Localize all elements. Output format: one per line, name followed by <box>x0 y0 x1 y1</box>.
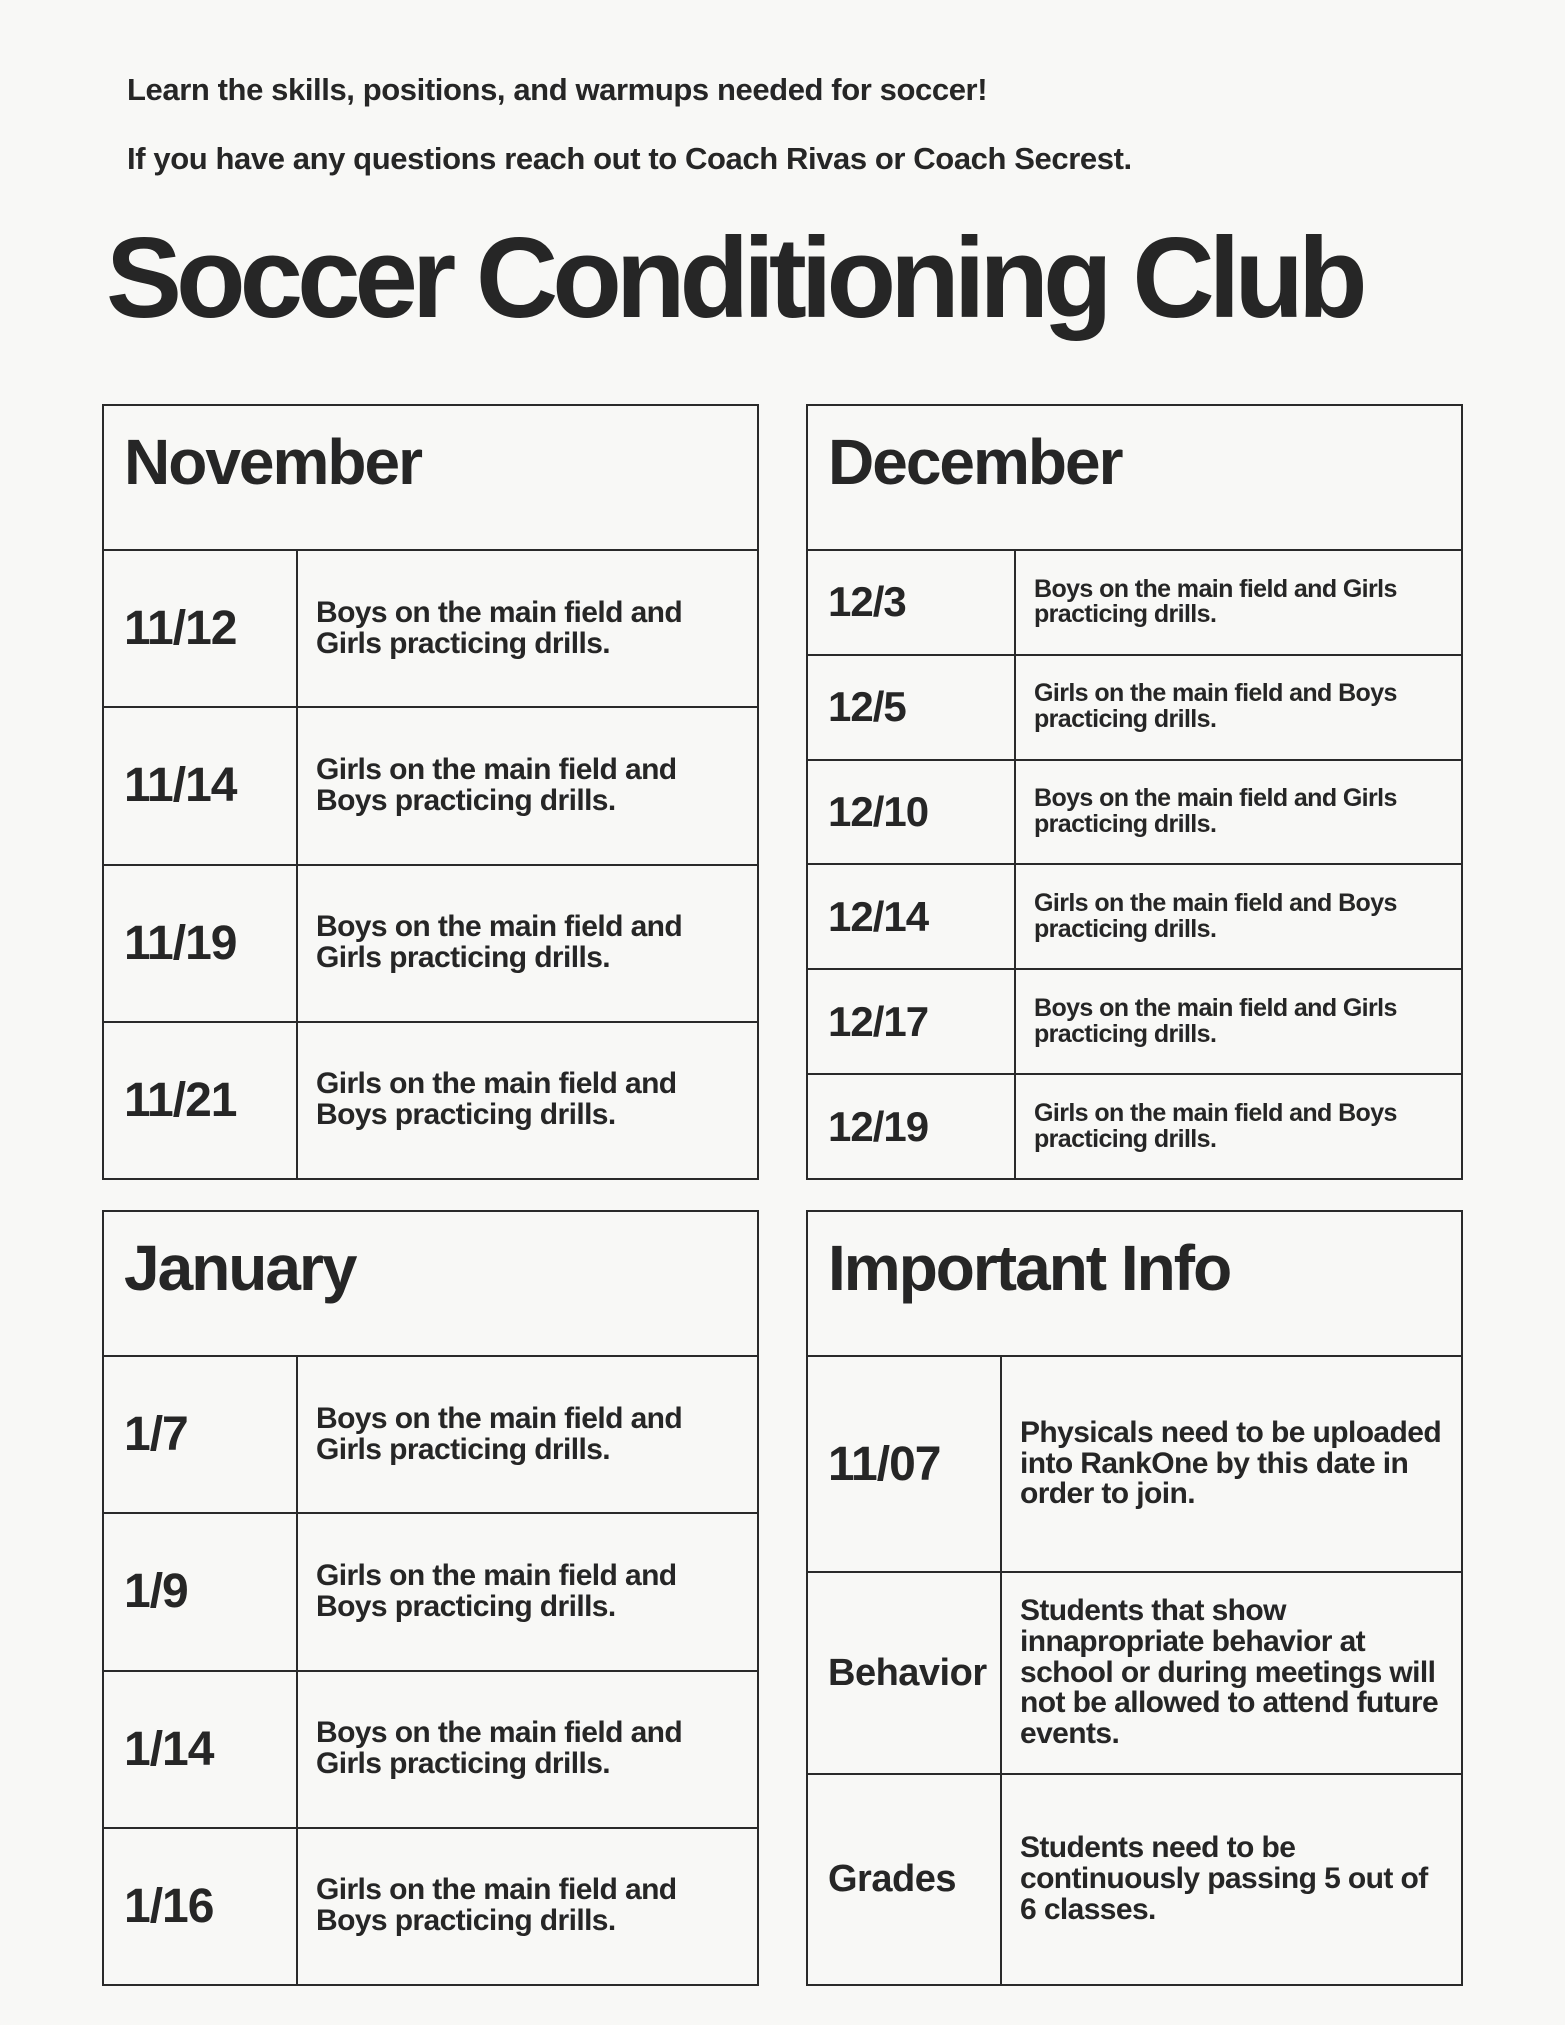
january-schedule-table <box>102 1210 759 1986</box>
table-row <box>808 970 1461 1075</box>
intro-line-1: Learn the skills, positions, and warmups needed for soccer! <box>127 72 988 107</box>
january-header <box>104 1212 757 1357</box>
month-heading: November <box>124 426 421 498</box>
november-header <box>104 406 757 551</box>
row-date: 11/19 <box>104 866 298 1021</box>
december-schedule-table <box>806 404 1463 1180</box>
table-row <box>104 1514 757 1671</box>
row-description: Boys on the main field and Girls practicing drills. <box>316 910 683 975</box>
table-row <box>808 1357 1461 1573</box>
table-row <box>808 1075 1461 1178</box>
row-date: 12/19 <box>808 1075 1016 1178</box>
month-heading: December <box>828 426 1122 498</box>
row-date: 1/7 <box>104 1357 298 1512</box>
row-date: 1/9 <box>104 1514 298 1669</box>
row-label: 11/07 <box>808 1357 1002 1571</box>
row-date: 12/3 <box>808 551 1016 654</box>
table-row <box>104 866 757 1023</box>
row-date: 12/10 <box>808 761 1016 864</box>
page-title: Soccer Conditioning Club <box>106 215 1362 342</box>
table-row <box>104 708 757 865</box>
table-row <box>104 1672 757 1829</box>
important-info-table <box>806 1210 1463 1986</box>
row-date: 12/17 <box>808 970 1016 1073</box>
table-row <box>808 865 1461 970</box>
row-description: Students that show innapropriate behavior at school or during meetings will not be allowed to attend future events. <box>1020 1593 1439 1751</box>
row-description: Boys on the main field and Girls practicing drills. <box>1034 993 1397 1048</box>
december-header <box>808 406 1461 551</box>
row-date: 1/16 <box>104 1829 298 1984</box>
intro-line-2: If you have any questions reach out to Coach Rivas or Coach Secrest. <box>127 141 1132 176</box>
row-description: Girls on the main field and Boys practicing drills. <box>1034 1098 1397 1153</box>
row-date: 12/14 <box>808 865 1016 968</box>
row-date: 11/21 <box>104 1023 298 1178</box>
row-description: Girls on the main field and Boys practicing drills. <box>1034 889 1397 943</box>
table-row <box>104 1357 757 1514</box>
row-description: Girls on the main field and Boys practicing drills. <box>316 1067 677 1132</box>
table-row <box>808 656 1461 761</box>
table-row <box>104 551 757 708</box>
section-heading: Important Info <box>828 1232 1231 1304</box>
row-date: 11/12 <box>104 551 298 706</box>
row-description: Boys on the main field and Girls practicing drills. <box>316 595 683 660</box>
row-description: Boys on the main field and Girls practicing drills. <box>1034 574 1397 629</box>
table-row <box>808 1775 1461 1984</box>
row-description: Boys on the main field and Girls practicing drills. <box>1034 784 1397 839</box>
row-description: Girls on the main field and Boys practicing drills. <box>316 1873 677 1938</box>
table-row <box>104 1023 757 1178</box>
row-label: Grades <box>808 1775 1002 1984</box>
row-description: Physicals need to be uploaded into RankOne by this date in order to join. <box>1020 1415 1442 1511</box>
table-row <box>104 1829 757 1984</box>
table-row <box>808 761 1461 866</box>
row-label: Behavior <box>808 1573 1002 1773</box>
row-date: 12/5 <box>808 656 1016 759</box>
row-description: Girls on the main field and Boys practicing drills. <box>1034 679 1397 734</box>
row-date: 11/14 <box>104 708 298 863</box>
row-description: Girls on the main field and Boys practicing drills. <box>316 752 677 817</box>
table-row <box>808 1573 1461 1775</box>
row-description: Boys on the main field and Girls practicing drills. <box>316 1716 683 1781</box>
row-description: Students need to be continuously passing 5 out of 6 classes. <box>1020 1831 1428 1926</box>
table-row <box>808 551 1461 656</box>
row-description: Girls on the main field and Boys practicing drills. <box>316 1558 677 1623</box>
month-heading: January <box>124 1232 356 1304</box>
november-schedule-table <box>102 404 759 1180</box>
row-date: 1/14 <box>104 1672 298 1827</box>
row-description: Boys on the main field and Girls practicing drills. <box>316 1401 683 1466</box>
important-info-header <box>808 1212 1461 1357</box>
